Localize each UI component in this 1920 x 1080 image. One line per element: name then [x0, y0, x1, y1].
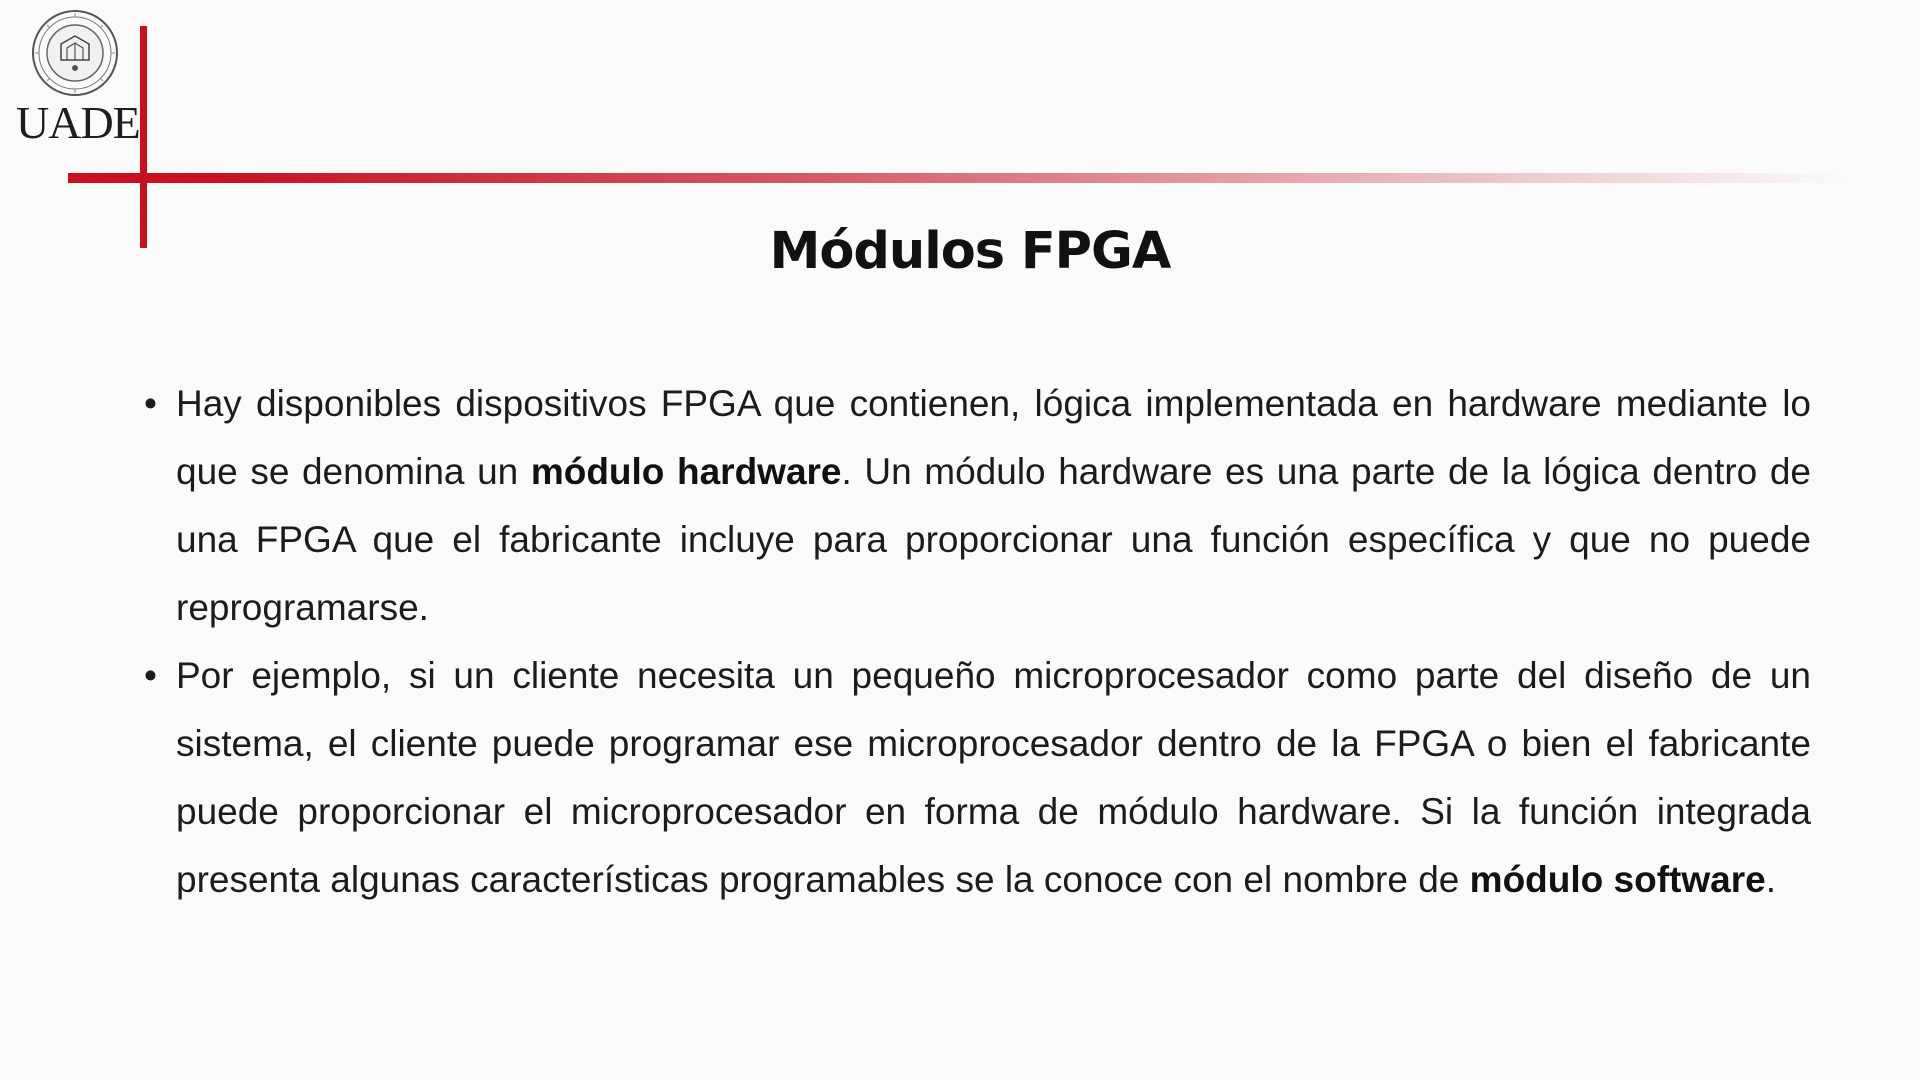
- bullet-text: . Un módulo hardware es una parte de la lógica dentro de una FPGA que el fabricante incluye para proporcionar una función específica y que no puede reprogramarse.: [176, 451, 1811, 628]
- slide-title: Módulos FPGA: [769, 222, 1171, 281]
- logo-text: UADE: [16, 97, 140, 148]
- bullet-text: Hay disponibles dispositivos FPGA que contienen, lógica implementada en hardware mediante lo que se denomina un: [176, 383, 1811, 492]
- bullet-dot-icon: •: [144, 383, 157, 424]
- bullet-bold-term: módulo hardware: [530, 451, 842, 492]
- red-horizontal-line: [68, 173, 1848, 183]
- red-vertical-line: [140, 26, 147, 248]
- bullet-text: Por ejemplo, si un cliente necesita un pequeño microprocesador como parte del diseño de un sistema, el cliente puede programar ese microprocesador dentro de la FPGA o bien el fabricante puede proporcionar el microprocesador en forma de módulo hardware. Si la función integrada presenta algunas características programables se la conoce con el nombre de: [176, 655, 1811, 900]
- bullet-bold-term: módulo software: [1469, 859, 1766, 900]
- uade-logo: [14, 8, 140, 148]
- slide-content: [144, 370, 1811, 914]
- bullet-item: [144, 642, 1811, 914]
- bullet-dot-icon: •: [144, 655, 157, 696]
- bullet-text: .: [1765, 859, 1776, 900]
- university-seal-icon: [30, 8, 120, 98]
- bullet-item: [144, 370, 1811, 642]
